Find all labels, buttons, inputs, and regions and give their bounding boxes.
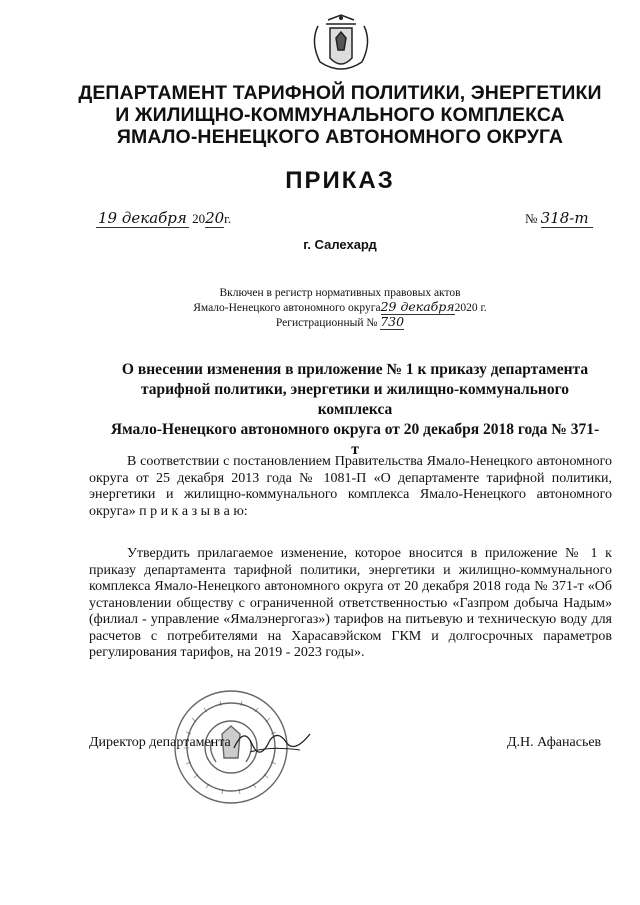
department-line-3: ЯМАЛО-НЕНЕЦКОГО АВТОНОМНОГО ОКРУГА: [116, 126, 564, 148]
handwritten-number: 318-т: [541, 209, 593, 228]
registry-line-2: [170, 300, 510, 315]
registry-handwritten-number: 730: [380, 314, 405, 329]
handwritten-date: 19 декабря: [98, 209, 187, 227]
number-label: №: [525, 211, 538, 226]
registry-stamp: [170, 286, 510, 330]
order-date: [96, 209, 231, 227]
registry-line-3: [170, 315, 510, 330]
body-paragraph-1: В соответствии с постановлением Правительства Ямало-Ненецкого автономного округа от 25 декабря 2013 года № 1081-П «О департаменте тарифной политики, энергетики и жилищно-коммунального комплекса Ямало-Ненецкого автономного округа» п р и к а з ы в а ю:: [89, 454, 612, 519]
signer-name: Д.Н. Афанасьев: [507, 735, 602, 750]
registry-line-1: Включен в регистр нормативных правовых актов: [219, 287, 461, 299]
department-header: [60, 82, 620, 148]
signer-position: Директор департамента: [89, 735, 231, 750]
registry-line-2-suffix: 2020 г.: [454, 302, 487, 314]
subject-line-1: О внесении изменения в приложение № 1 к приказу департамента: [121, 361, 589, 378]
handwritten-signature-icon: [230, 720, 320, 760]
handwritten-year: 20: [205, 209, 225, 227]
document-title: ПРИКАЗ: [285, 167, 395, 194]
year-prefix: 20: [192, 211, 206, 226]
registry-handwritten-date: 29 декабря: [380, 299, 455, 314]
registry-number-label: Регистрационный №: [275, 317, 378, 329]
subject-line-3: Ямало-Ненецкого автономного округа от 20 декабря 2018 года № 371-т: [110, 421, 600, 458]
city: г. Салехард: [303, 237, 377, 252]
registry-line-2-prefix: Ямало-Ненецкого автономного округа: [193, 302, 381, 314]
body-paragraph-2: Утвердить прилагаемое изменение, которое вносится в приложение № 1 к приказу департамента тарифной политики, энергетики и жилищно-коммунального комплекса Ямало-Ненецкого автономного округа от 20 декабря 2018 года № 371-т «Об установлении обществу с ограниченной ответственностью «Газпром добыча Надым» (филиал - управление «Ямалэнергогаз») тарифов на питьевую и техническую воду для расчетов с потребителями на Харасавэйском ГКМ и долгосрочных параметров регулирования тарифов, на 2019 - 2023 годы».: [89, 546, 612, 660]
subject-line-2: тарифной политики, энергетики и жилищно-коммунального комплекса: [140, 381, 570, 418]
year-suffix: г.: [224, 211, 232, 226]
order-subject: [110, 360, 600, 460]
coat-of-arms-icon: [298, 12, 384, 78]
department-line-1: ДЕПАРТАМЕНТ ТАРИФНОЙ ПОЛИТИКИ, ЭНЕРГЕТИКИ: [78, 82, 602, 104]
department-line-2: И ЖИЛИЩНО-КОММУНАЛЬНОГО КОМПЛЕКСА: [115, 104, 565, 126]
order-number: [525, 209, 593, 228]
